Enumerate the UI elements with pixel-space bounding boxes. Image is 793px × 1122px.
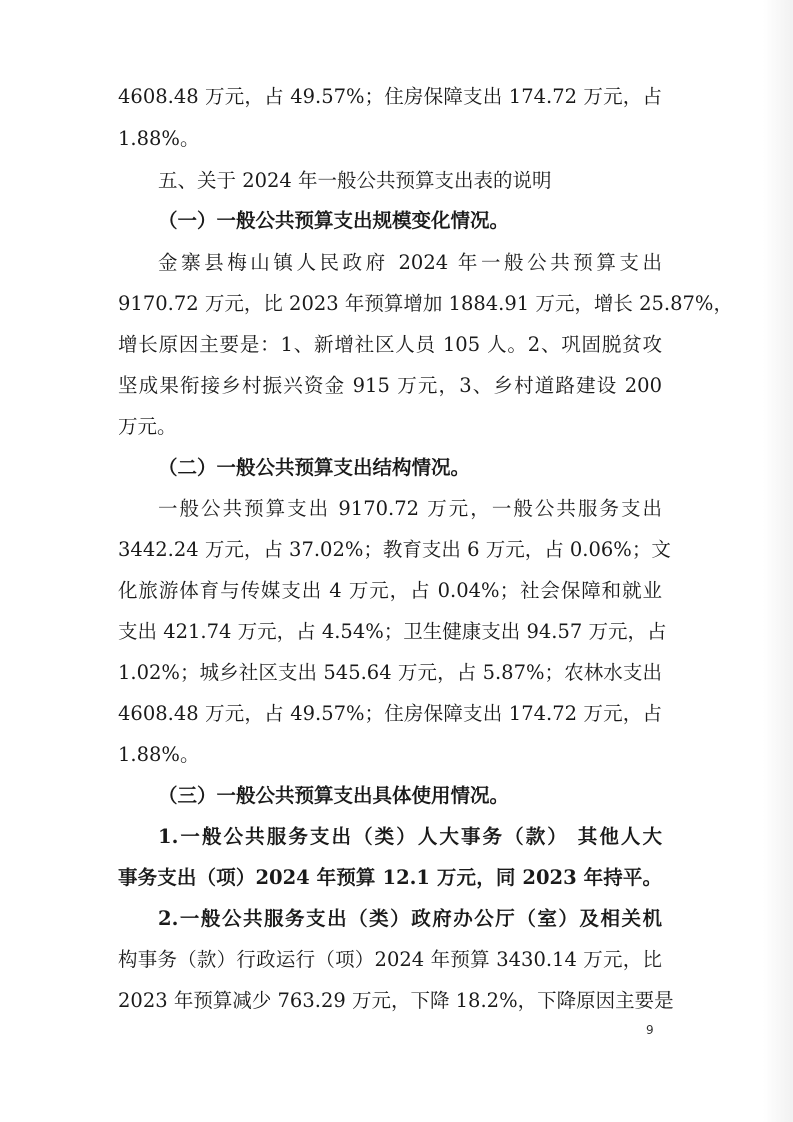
page-number: 9 bbox=[646, 1023, 654, 1037]
subsection-2-line: 一般公共预算支出 9170.72 万元，一般公共服务支出 bbox=[158, 497, 662, 520]
subsection-3-heading: （三）一般公共预算支出具体使用情况。 bbox=[158, 784, 510, 807]
item-2-line: 2.一般公共服务支出（类）政府办公厅（室）及相关机 bbox=[158, 907, 662, 930]
subsection-1-line: 金寨县梅山镇人民政府 2024 年一般公共预算支出 bbox=[158, 251, 662, 274]
subsection-1-heading: （一）一般公共预算支出规模变化情况。 bbox=[158, 209, 510, 232]
subsection-2-line: 化旅游体育与传媒支出 4 万元，占 0.04%；社会保障和就业 bbox=[118, 579, 662, 602]
subsection-1-line: 万元。 bbox=[118, 415, 177, 438]
subsection-2-heading: （二）一般公共预算支出结构情况。 bbox=[158, 456, 471, 479]
subsection-1-line: 增长原因主要是：1、新增社区人员 105 人。2、巩固脱贫攻 bbox=[118, 333, 662, 356]
subsection-2-line: 3442.24 万元，占 37.02%；教育支出 6 万元，占 0.06%；文 bbox=[118, 538, 671, 561]
subsection-1-line: 坚成果衔接乡村振兴资金 915 万元，3、乡村道路建设 200 bbox=[118, 374, 662, 397]
subsection-1-line: 9170.72 万元，比 2023 年预算增加 1884.91 万元，增长 25.87%， bbox=[118, 292, 733, 315]
scan-edge-shadow bbox=[763, 0, 793, 1122]
item-2-line: 构事务（款）行政运行（项）2024 年预算 3430.14 万元，比 bbox=[118, 948, 662, 971]
item-1-line: 事务支出（项）2024 年预算 12.1 万元，同 2023 年持平。 bbox=[118, 866, 662, 889]
subsection-2-line: 支出 421.74 万元，占 4.54%；卫生健康支出 94.57 万元，占 bbox=[118, 620, 667, 643]
item-2-line: 2023 年预算减少 763.29 万元，下降 18.2%，下降原因主要是 bbox=[118, 989, 674, 1012]
subsection-2-line: 4608.48 万元，占 49.57%；住房保障支出 174.72 万元，占 bbox=[118, 702, 662, 725]
subsection-2-line: 1.88%。 bbox=[118, 743, 200, 766]
item-1-line: 1.一般公共服务支出（类）人大事务（款） 其他人大 bbox=[158, 825, 662, 848]
continuation-line-2: 1.88%。 bbox=[118, 127, 200, 150]
subsection-2-line: 1.02%；城乡社区支出 545.64 万元，占 5.87%；农林水支出 bbox=[118, 661, 662, 684]
section-heading: 五、关于 2024 年一般公共预算支出表的说明 bbox=[158, 169, 552, 192]
continuation-line-1: 4608.48 万元，占 49.57%；住房保障支出 174.72 万元，占 bbox=[118, 85, 662, 108]
